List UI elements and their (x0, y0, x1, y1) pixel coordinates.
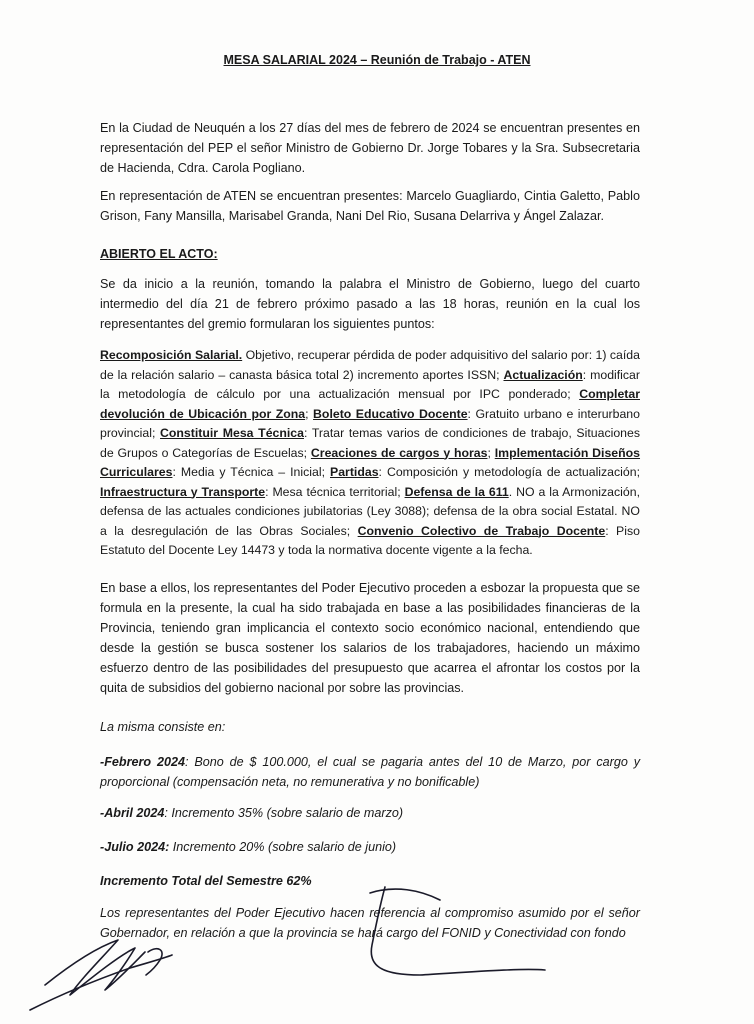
point-text: : Gratuito urbano e interurbano provincial; (100, 406, 640, 440)
item-label: -Julio 2024: (100, 840, 170, 854)
point-title: Implementación Diseños Curriculares (100, 445, 641, 479)
item-label: -Febrero 2024 (100, 755, 185, 769)
intro-paragraph: En la Ciudad de Neuquén a los 27 días del mes de febrero de 2024 se encuentran presentes en representación del PEP el señor Ministro de Gobierno Dr. Jorge Tobares y la Sra. Subsecretaria de Hacienda, Cdra. Carola Pogliano. (100, 121, 640, 175)
point-title: Defensa de la 611 (404, 484, 509, 499)
point-text: : Piso Estatuto del Docente Ley 14473 y toda la normativa docente vigente a la fecha. (100, 523, 640, 557)
closing-paragraph: Los representantes del Poder Ejecutivo hacen referencia al compromiso asumido por el señor Gobernador, en relación a que la provincia se hará cargo del FONID y Conectividad con fondo (100, 906, 640, 940)
point-title: Infraestructura y Transporte (100, 484, 266, 499)
point-title: Creaciones de cargos y horas (310, 445, 488, 460)
point-title: Recomposición Salarial. (100, 348, 243, 362)
item-july (100, 837, 660, 857)
point-text: ; (487, 445, 495, 460)
point-text: : Composición y metodología de actualización; (378, 465, 641, 479)
item-text: : Bono de $ 100.000, el cual se pagaria antes del 10 de Marzo, por cargo y proporcional (compensación neta, no remunerativa y no bonificable) (100, 755, 640, 789)
proposal-paragraph: En base a ellos, los representantes del Poder Ejecutivo proceden a esbozar la propuesta que se formula en la presente, la cual ha sido trabajada en base a las posibilidades financieras de la Provincia, teniendo gran implicancia el contexto socio económico nacional, entendiendo que desde la gestión se busca sostener los salarios de los trabajadores, haciendo un máximo esfuerzo dentro de las posibilidades del presupuesto que acarrea el afrontar los costos por la quita de subsidios del gobierno nacional por sobre las provincias. (100, 581, 640, 695)
consists-line: La misma consiste en: (100, 720, 226, 734)
point-text: ; (305, 406, 314, 421)
point-text: : Tratar temas varios de condiciones de trabajo, Situaciones de Grupos o Categorías de Escuelas; (100, 426, 641, 460)
point-title: Boleto Educativo Docente (313, 406, 468, 421)
points-paragraph (100, 346, 640, 561)
open-act-heading: ABIERTO EL ACTO: (100, 247, 218, 261)
item-label: -Abril 2024 (100, 806, 165, 820)
item-text: : Incremento 35% (sobre salario de marzo) (164, 806, 404, 820)
document-title: MESA SALARIAL 2024 – Reunión de Trabajo - ATEN (223, 53, 531, 67)
point-title: Convenio Colectivo de Trabajo Docente (357, 523, 606, 538)
opening-paragraph: Se da inicio a la reunión, tomando la palabra el Ministro de Gobierno, luego del cuarto intermedio del día 21 de febrero próximo pasado a las 18 horas, reunión en la cual los representantes del gremio formularan los siguientes puntos: (100, 277, 640, 331)
point-title: Partidas (330, 465, 379, 479)
item-text: Incremento 20% (sobre salario de junio) (169, 840, 397, 854)
point-text: : Mesa técnica territorial; (265, 484, 405, 499)
point-text: : modificar la metodología de cálculo por una actualización mensual por IPC ponderado; (100, 367, 640, 401)
item-february (100, 752, 640, 792)
point-title: Completar devolución de Ubicación por Zona (100, 387, 640, 421)
item-april (100, 803, 660, 823)
aten-present-paragraph: En representación de ATEN se encuentran presentes: Marcelo Guagliardo, Cintia Galetto, Pablo Grison, Fany Mansilla, Marisabel Granda, Nani Del Rio, Susana Delarriva y Ángel Zalazar. (100, 189, 640, 223)
point-text: Objetivo, recuperar pérdida de poder adquisitivo del salario por: 1) caída de la relación salario – canasta básica total 2) incremento aportes ISSN; (100, 348, 640, 382)
point-title: Actualización (503, 367, 583, 382)
total-increase: Incremento Total del Semestre 62% (100, 874, 312, 888)
point-title: Constituir Mesa Técnica (160, 426, 304, 440)
point-text: . NO a la Armonización, defensa de las actuales condiciones jubilatorias (Ley 3088); defensa de la obra social Estatal. NO a la desregulación de las Obras Sociales; (100, 484, 640, 538)
point-text: : Media y Técnica – Inicial; (172, 465, 330, 479)
